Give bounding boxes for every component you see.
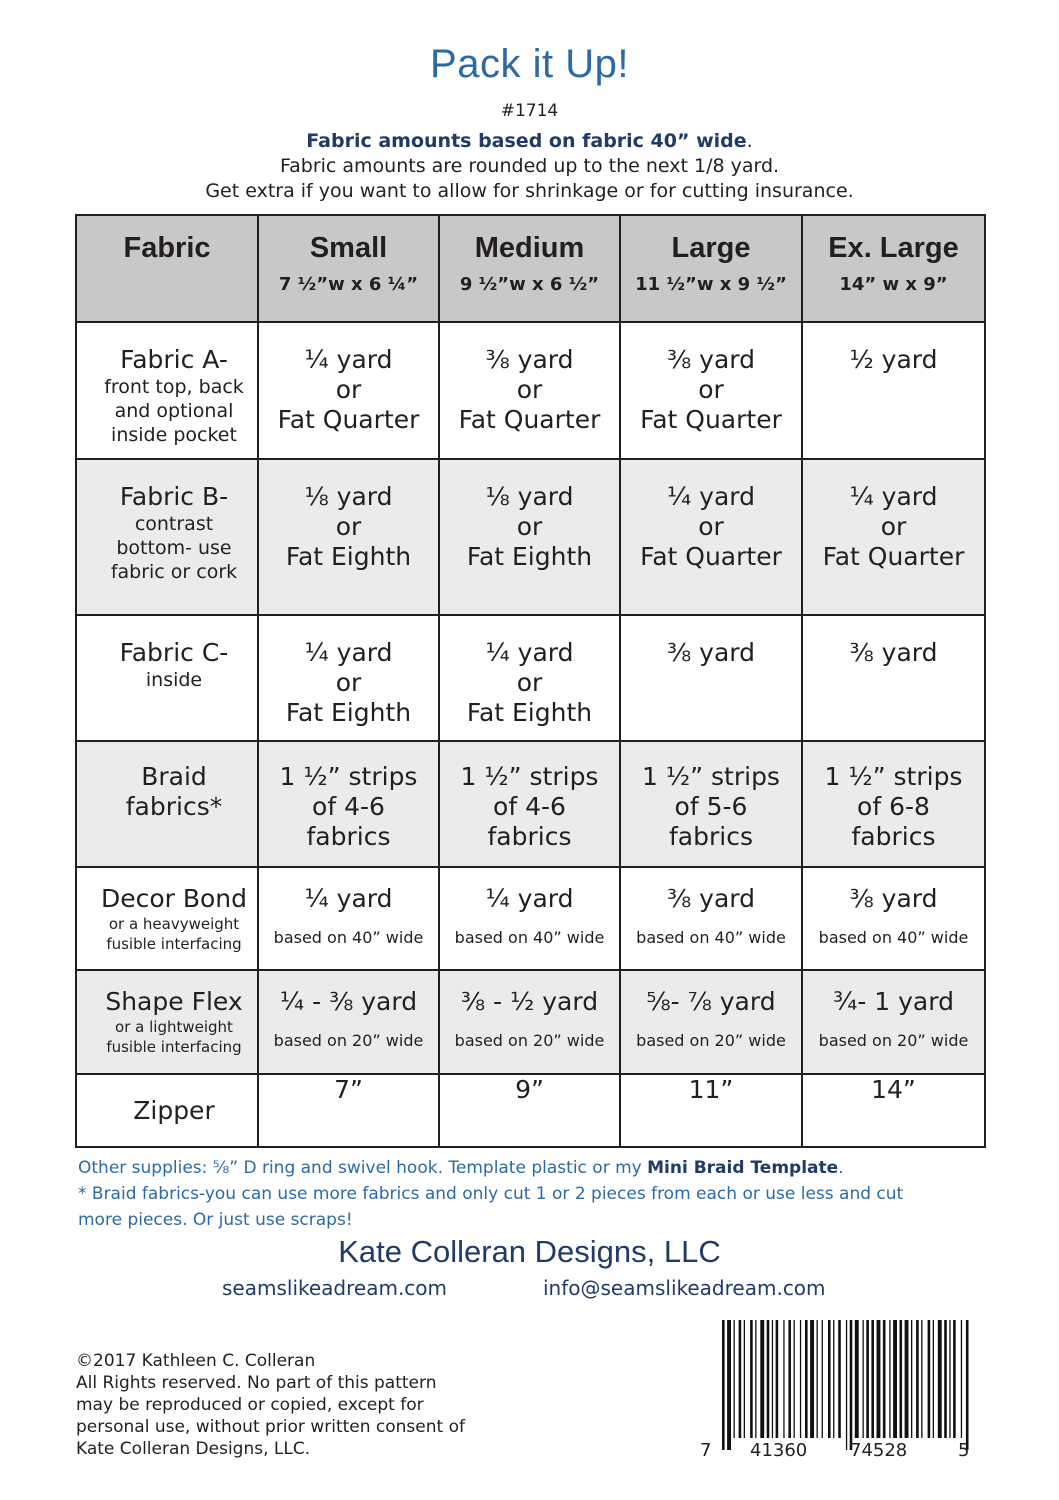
cell-ex-large (802, 459, 985, 615)
row-label (76, 615, 258, 741)
cell-note: based on 20” wide (273, 1031, 424, 1050)
other-supplies-note (78, 1155, 844, 1181)
cell-small (258, 867, 439, 970)
cell-line: 1 ½” strips (642, 762, 780, 791)
cell-line: of 4-6 (493, 792, 566, 821)
cell-line: fabrics (851, 822, 936, 851)
fabric-desc-line: and optional (114, 400, 234, 422)
cell-line: or (335, 668, 362, 697)
cell-amount: ⅜ yard (666, 884, 755, 913)
cell-medium (439, 1074, 620, 1147)
copyright-line: Kate Colleran Designs, LLC. (76, 1439, 311, 1459)
copyright-line: All Rights reserved. No part of this pattern (76, 1373, 437, 1393)
cell-line: Fat Quarter (640, 542, 782, 571)
header-ex-large (802, 215, 985, 322)
cell-small (258, 741, 439, 867)
supplies-text: Other supplies: ⅝” D ring and swivel hook. Template plastic or my (78, 1158, 648, 1178)
cell-large (620, 459, 802, 615)
cell-line: ¼ yard (485, 638, 574, 667)
cell-line: fabrics (487, 822, 572, 851)
cell-line: or (698, 375, 724, 404)
header-size-dimensions: 9 ½”w x 6 ½” (459, 274, 600, 295)
cell-line: or (516, 512, 543, 541)
header-size-dimensions: 7 ½”w x 6 ¼” (278, 274, 419, 295)
mini-braid-template-name: Mini Braid Template (647, 1158, 839, 1178)
cell-line: ⅛ yard (485, 482, 574, 511)
table-row-braid (76, 741, 985, 867)
cell-medium (439, 970, 620, 1074)
cell-line: ⅜ yard (666, 638, 755, 667)
header-size-label: Large (671, 232, 751, 264)
cell-line: Fat Eighth (285, 698, 412, 727)
cell-amount: ¼ - ⅜ yard (279, 987, 418, 1016)
fabric-width-note (0, 130, 1059, 152)
copyright-line: ©2017 Kathleen C. Colleran (76, 1351, 316, 1371)
cell-line: 11” (688, 1075, 734, 1104)
cell-line: 9” (515, 1075, 544, 1104)
cell-line: or (698, 512, 724, 541)
cell-line: or (335, 512, 362, 541)
cell-line: 1 ½” strips (279, 762, 418, 791)
header-size-dimensions: 11 ½”w x 9 ½” (635, 274, 787, 295)
cell-line: ¼ yard (666, 482, 755, 511)
cell-line: ⅜ yard (849, 638, 938, 667)
cell-line: Fat Eighth (285, 542, 412, 571)
row-label (76, 741, 258, 867)
cell-note: based on 40” wide (454, 928, 605, 947)
fabric-desc-line: contrast (134, 513, 214, 535)
cell-line: ¼ yard (304, 638, 393, 667)
cell-line: or (516, 668, 543, 697)
cell-medium (439, 741, 620, 867)
row-label (76, 970, 258, 1074)
cell-line: of 5-6 (674, 792, 748, 821)
fabric-name: Braid (141, 762, 207, 791)
fabric-desc-line: or a lightweight (115, 1018, 233, 1036)
row-label (76, 322, 258, 459)
cell-line: ½ yard (849, 345, 938, 374)
table-row-fabric-c (76, 615, 985, 741)
cell-line: or (335, 375, 362, 404)
cell-small (258, 1074, 439, 1147)
copyright-line: personal use, without prior written consent of (76, 1417, 465, 1437)
cell-line: 1 ½” strips (460, 762, 599, 791)
cell-line: ¼ yard (849, 482, 938, 511)
cell-line: Fat Quarter (458, 405, 601, 434)
barcode-digit: 5 (958, 1440, 970, 1461)
cell-line: Fat Quarter (640, 405, 782, 434)
cell-line: of 4-6 (312, 792, 385, 821)
cell-note: based on 40” wide (636, 928, 786, 947)
cell-line: 1 ½” strips (824, 762, 963, 791)
supplies-period: . (838, 1158, 844, 1178)
fabric-desc-line: inside (145, 669, 203, 691)
fabric-name-line2: fabrics* (125, 792, 223, 821)
cell-line: or (880, 512, 907, 541)
fabric-desc-line: fusible interfacing (106, 935, 242, 953)
cell-line: ⅜ yard (485, 345, 574, 374)
table-row-zipper (76, 1074, 985, 1147)
fabric-name: Fabric B- (119, 482, 229, 511)
fabric-desc-line: inside pocket (111, 424, 237, 446)
header-medium (439, 215, 620, 322)
row-label (76, 867, 258, 970)
fabric-name: Fabric C- (119, 638, 229, 667)
cell-line: ⅜ yard (666, 345, 755, 374)
pattern-number: #1714 (500, 101, 559, 121)
header-size-label: Small (309, 232, 388, 264)
cell-large (620, 615, 802, 741)
fabric-width-note-period: . (746, 130, 753, 152)
fabric-name: Shape Flex (105, 987, 243, 1016)
copyright-line: may be reproduced or copied, except for (76, 1395, 424, 1415)
barcode-icon (720, 1320, 975, 1450)
fabric-desc-line: fabric or cork (110, 561, 238, 583)
cell-large (620, 741, 802, 867)
cell-large (620, 867, 802, 970)
table-row-shape-flex (76, 970, 985, 1074)
cell-small (258, 615, 439, 741)
pattern-title: Pack it Up! (430, 42, 629, 86)
cell-line: of 6-8 (857, 792, 930, 821)
cell-note: based on 40” wide (273, 928, 424, 947)
cell-amount: ¾- 1 yard (833, 987, 954, 1016)
barcode-digits (700, 1440, 980, 1466)
fabric-desc-line: front top, back (104, 376, 244, 398)
cell-line: Fat Quarter (277, 405, 420, 434)
cell-large (620, 322, 802, 459)
fabric-requirements-table (75, 214, 986, 1148)
barcode-digit: 7 (700, 1440, 712, 1461)
fabric-desc-line: bottom- use (116, 537, 232, 559)
cell-line: Fat Eighth (466, 542, 593, 571)
cell-medium (439, 615, 620, 741)
cell-small (258, 970, 439, 1074)
cell-ex-large (802, 1074, 985, 1147)
cell-note: based on 20” wide (454, 1031, 605, 1050)
cell-ex-large (802, 741, 985, 867)
cell-line: ¼ yard (304, 345, 393, 374)
cell-line: 7” (334, 1075, 363, 1104)
cell-medium (439, 459, 620, 615)
cell-line: ⅛ yard (304, 482, 393, 511)
cell-note: based on 40” wide (818, 928, 969, 947)
fabric-width-note-text: Fabric amounts based on fabric 40” wide (306, 130, 747, 152)
row-label (76, 1074, 258, 1147)
cell-amount: ⅜ - ½ yard (460, 987, 599, 1016)
cell-line: fabrics (306, 822, 391, 851)
cell-amount: ⅜ yard (849, 884, 938, 913)
cell-line: 14” (871, 1075, 916, 1104)
cell-ex-large (802, 322, 985, 459)
website-link[interactable]: seamslikeadream.com (222, 1276, 448, 1300)
cell-small (258, 322, 439, 459)
cell-line: Fat Quarter (822, 542, 965, 571)
cell-line: Fat Eighth (466, 698, 593, 727)
cell-small (258, 459, 439, 615)
header-fabric-label: Fabric (123, 232, 211, 264)
table-row-fabric-a (76, 322, 985, 459)
header-size-label: Ex. Large (828, 232, 959, 264)
table-row-decor-bond (76, 867, 985, 970)
fabric-name: Decor Bond (100, 884, 248, 913)
header-size-label: Medium (474, 232, 585, 264)
cell-note: based on 20” wide (636, 1031, 786, 1050)
cell-large (620, 1074, 802, 1147)
header-fabric (76, 215, 258, 322)
company-name: Kate Colleran Designs, LLC (338, 1234, 721, 1269)
cell-medium (439, 322, 620, 459)
copyright-notice (76, 1350, 465, 1460)
fabric-name: Fabric A- (120, 345, 228, 374)
rounding-note: Fabric amounts are rounded up to the next 1/8 yard. (279, 155, 780, 177)
cell-line: or (516, 375, 543, 404)
cell-medium (439, 867, 620, 970)
header-large (620, 215, 802, 322)
shrinkage-note: Get extra if you want to allow for shrinkage or for cutting insurance. (205, 180, 854, 202)
cell-line: fabrics (669, 822, 753, 851)
barcode-digit: 74528 (850, 1440, 908, 1461)
fabric-name: Zipper (133, 1095, 215, 1125)
cell-large (620, 970, 802, 1074)
fabric-desc-line: fusible interfacing (106, 1038, 242, 1056)
table-row-fabric-b (76, 459, 985, 615)
table-header-row (76, 215, 985, 322)
cell-amount: ¼ yard (485, 884, 574, 913)
row-label (76, 459, 258, 615)
fabric-desc-line: or a heavyweight (108, 915, 240, 933)
cell-ex-large (802, 867, 985, 970)
cell-amount: ⅝- ⅞ yard (646, 987, 776, 1016)
header-size-dimensions: 14” w x 9” (839, 274, 948, 295)
braid-fabrics-note-line: more pieces. Or just use scraps! (78, 1210, 353, 1230)
cell-note: based on 20” wide (818, 1031, 969, 1050)
email-link[interactable]: info@seamslikeadream.com (543, 1276, 826, 1300)
header-small (258, 215, 439, 322)
braid-fabrics-note-line: * Braid fabrics-you can use more fabrics and only cut 1 or 2 pieces from each or use less and cut (78, 1184, 904, 1204)
barcode-digit: 41360 (750, 1440, 808, 1461)
cell-ex-large (802, 970, 985, 1074)
cell-ex-large (802, 615, 985, 741)
cell-amount: ¼ yard (304, 884, 393, 913)
